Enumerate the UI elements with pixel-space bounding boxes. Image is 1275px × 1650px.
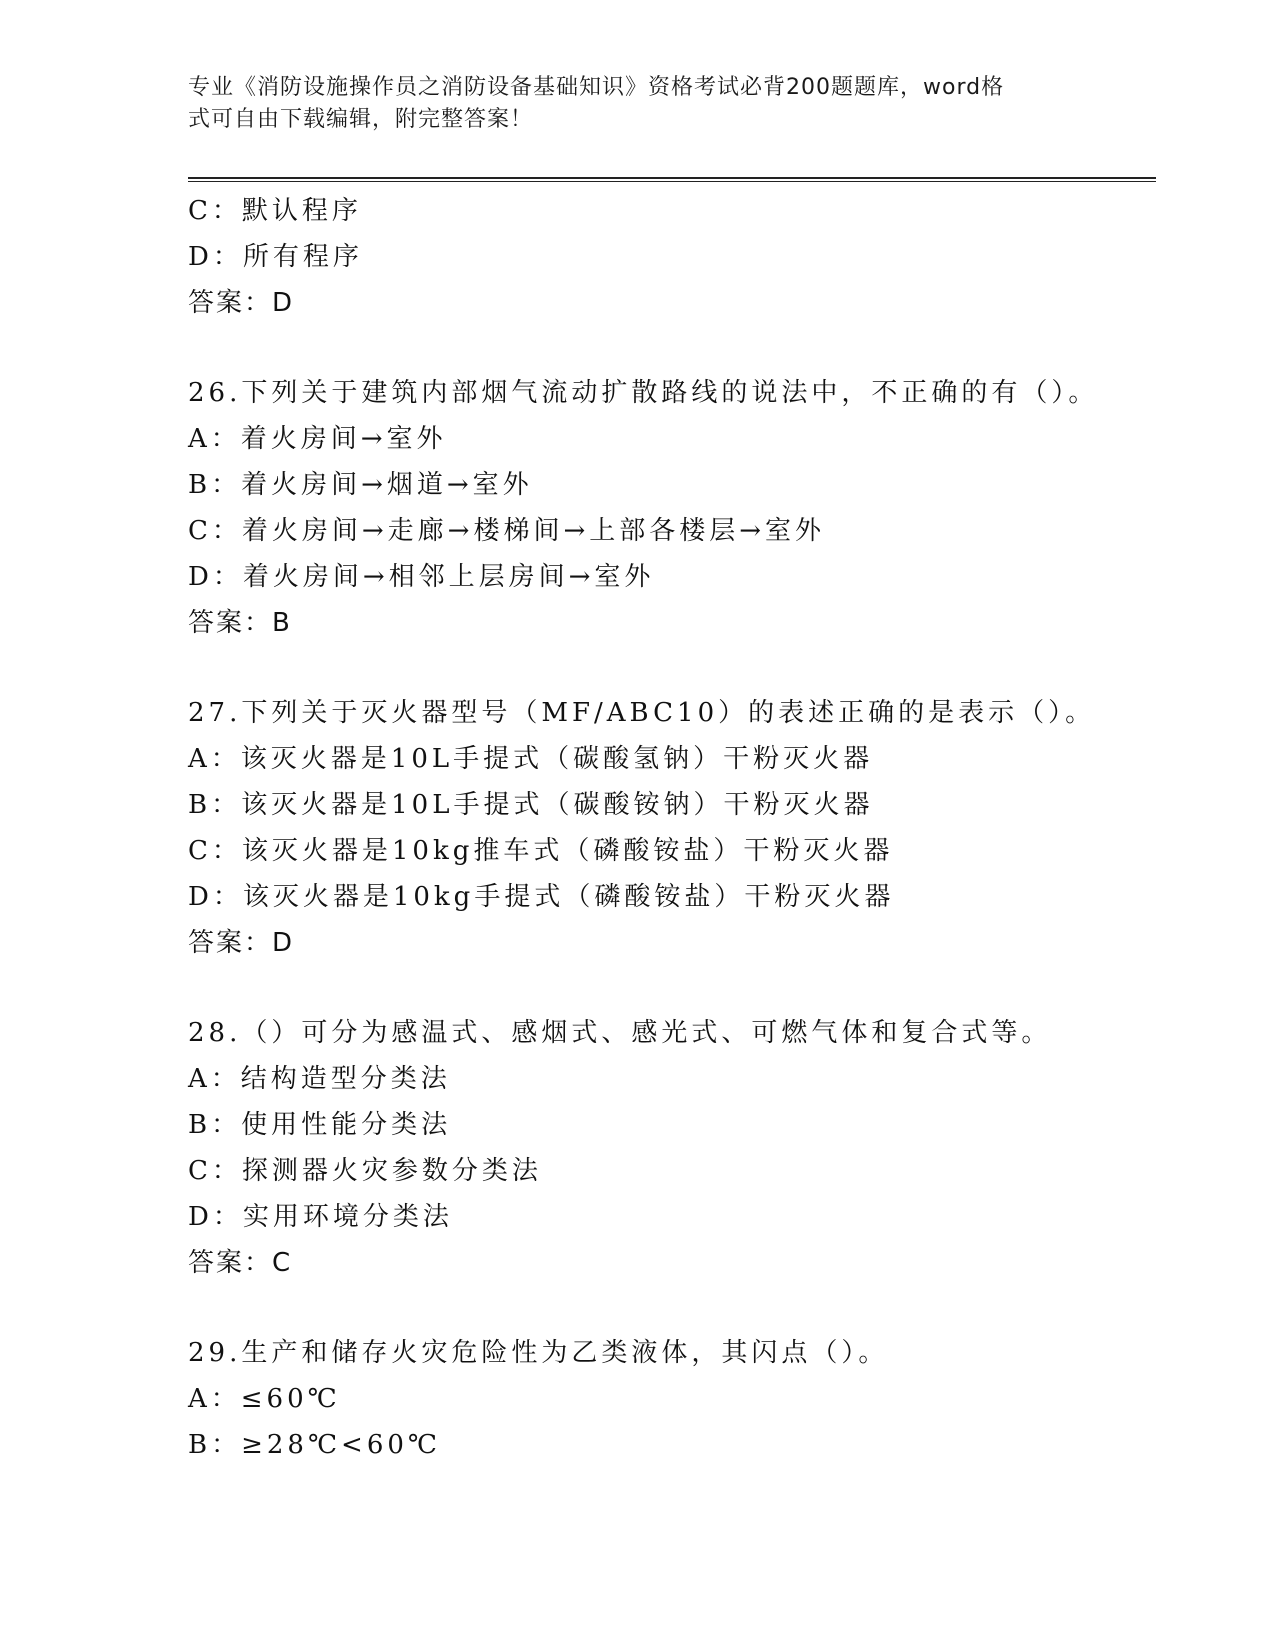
spacer — [188, 1286, 1156, 1330]
option-d: D：该灭火器是10kg手提式（磷酸铵盐）干粉灭火器 — [188, 882, 895, 912]
answer-line: 答案：B — [188, 608, 292, 638]
option-c: C：该灭火器是10kg推车式（磷酸铵盐）干粉灭火器 — [188, 836, 894, 866]
option-c: C：着火房间→走廊→楼梯间→上部各楼层→室外 — [188, 516, 826, 546]
option-b: B：该灭火器是10L手提式（碳酸铵钠）干粉灭火器 — [188, 790, 874, 820]
question-block-29 — [188, 1330, 1156, 1468]
option-b: B：≥28℃<60℃ — [188, 1430, 442, 1460]
spacer — [188, 966, 1156, 1010]
option-a: A：着火房间→室外 — [188, 424, 447, 454]
spacer — [188, 326, 1156, 370]
header-line-1: 专业《消防设施操作员之消防设备基础知识》资格考试必背200题题库，word格 — [188, 75, 1005, 100]
answer-line: 答案：D — [188, 288, 295, 318]
option-d: D：实用环境分类法 — [188, 1202, 453, 1232]
document-header — [188, 72, 1068, 136]
option-a: A：该灭火器是10L手提式（碳酸氢钠）干粉灭火器 — [188, 744, 874, 774]
option-a: A：结构造型分类法 — [188, 1064, 451, 1094]
option-d: D：着火房间→相邻上层房间→室外 — [188, 562, 655, 592]
option-d: D：所有程序 — [188, 242, 363, 272]
answer-line: 答案：C — [188, 1248, 293, 1278]
question-block-28 — [188, 1010, 1156, 1286]
question-text: 28.（）可分为感温式、感烟式、感光式、可燃气体和复合式等。 — [188, 1018, 1052, 1048]
question-block-26 — [188, 370, 1156, 646]
header-divider — [188, 177, 1156, 182]
option-c: C：探测器火灾参数分类法 — [188, 1156, 542, 1186]
question-block-27 — [188, 690, 1156, 966]
option-b: B：使用性能分类法 — [188, 1110, 452, 1140]
question-text: 27.下列关于灭火器型号（MF/ABC10）的表述正确的是表示（）。 — [188, 698, 1096, 728]
question-list — [188, 188, 1156, 1468]
answer-line: 答案：D — [188, 928, 295, 958]
option-a: A：≤60℃ — [188, 1384, 341, 1414]
spacer — [188, 646, 1156, 690]
option-c: C：默认程序 — [188, 196, 362, 226]
header-line-2: 式可自由下载编辑，附完整答案！ — [188, 107, 534, 132]
question-text: 29.生产和储存火灾危险性为乙类液体，其闪点（）。 — [188, 1338, 889, 1368]
question-block-25 — [188, 188, 1156, 326]
option-b: B：着火房间→烟道→室外 — [188, 470, 533, 500]
question-text: 26.下列关于建筑内部烟气流动扩散路线的说法中，不正确的有（）。 — [188, 378, 1099, 408]
